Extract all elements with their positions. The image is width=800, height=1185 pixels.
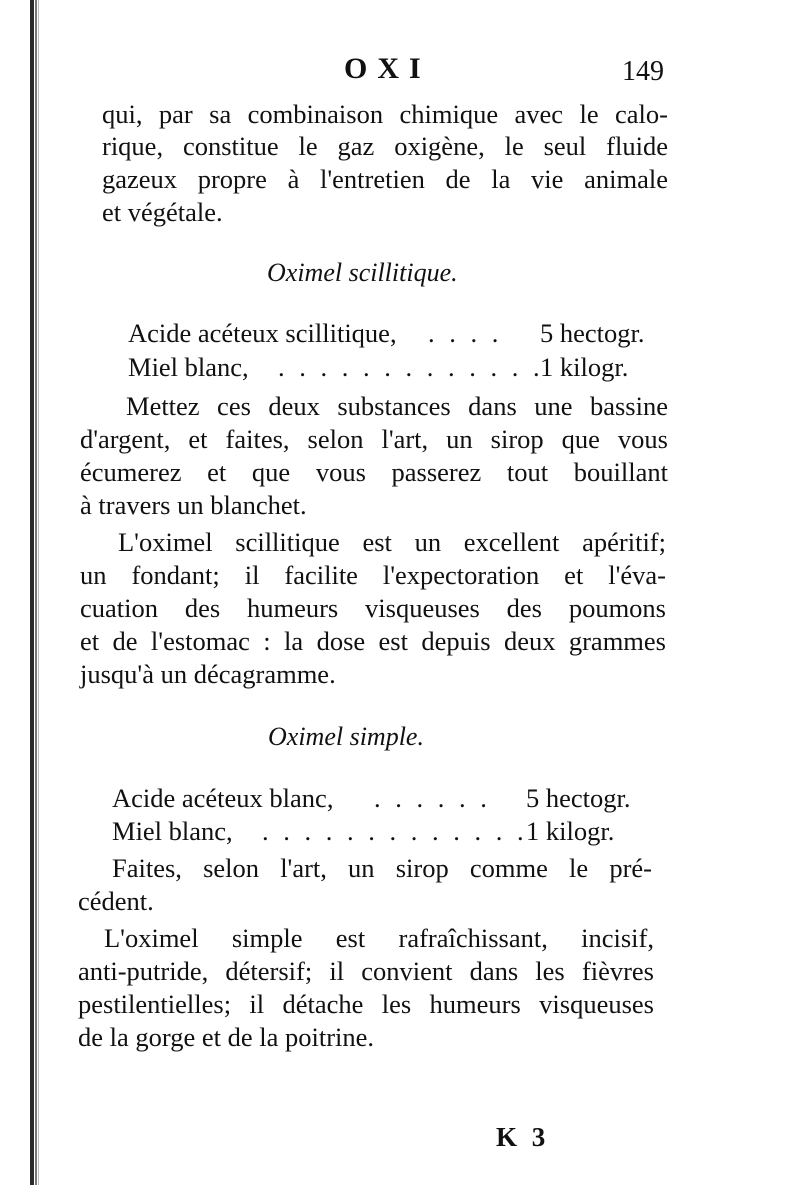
ingredient-row xyxy=(128,318,668,350)
paragraph-line: L'oximel simple est rafraîchissant, incisif, xyxy=(104,923,654,953)
paragraph-line: et de l'estomac : la dose est depuis deux grammes xyxy=(80,626,666,656)
leader-dots: . . . . . . . . . . . . . xyxy=(262,816,528,846)
ingredient-name: Miel blanc, xyxy=(128,352,249,382)
page-header xyxy=(0,52,800,98)
leader-dots: . . . . xyxy=(428,318,503,348)
paragraph-line: à travers un blanchet. xyxy=(80,490,307,520)
paragraph-line: cuation des humeurs visqueuses des poumons xyxy=(80,593,666,623)
ingredient-row xyxy=(112,783,657,815)
paragraph-line: jusqu'à un décagramme. xyxy=(80,659,336,689)
ingredient-quantity: 5 hectogr. xyxy=(540,318,645,348)
paragraph-line: d'argent, et faites, selon l'art, un sirop que vous xyxy=(80,424,668,454)
recipe-title-oximel-scillitique: Oximel scillitique. xyxy=(267,258,458,287)
paragraph-line: Mettez ces deux substances dans une bassine xyxy=(126,391,668,421)
intro-line-1: qui, par sa combinaison chimique avec le calo- xyxy=(102,99,668,129)
intro-line-4: et végétale. xyxy=(102,197,223,227)
paragraph-line: L'oximel scillitique est un excellent apéritif; xyxy=(118,527,666,557)
page-gutter-shadow xyxy=(30,0,40,1185)
recipe-title-oximel-simple: Oximel simple. xyxy=(268,722,424,751)
ingredient-name: Acide acéteux scillitique, xyxy=(128,318,397,348)
ingredient-name: Acide acéteux blanc, xyxy=(112,783,334,813)
ingredient-quantity: 1 kilogr. xyxy=(540,352,629,382)
paragraph-line: Faites, selon l'art, un sirop comme le pré- xyxy=(112,853,652,883)
signature-mark: K 3 xyxy=(496,1122,550,1152)
paragraph-line: écumerez et que vous passerez tout bouillant xyxy=(80,457,668,487)
ingredient-row xyxy=(112,816,657,848)
intro-line-2: rique, constitue le gaz oxigène, le seul fluide xyxy=(102,131,668,161)
paragraph-line: anti-putride, détersif; il convient dans les fièvres xyxy=(78,956,654,986)
paragraph-line: de la gorge et de la poitrine. xyxy=(78,1022,375,1052)
paragraph-line: un fondant; il facilite l'expectoration et l'éva- xyxy=(80,560,666,590)
leader-dots: . . . . . . xyxy=(374,783,491,813)
running-head: OXI xyxy=(344,52,431,85)
leader-dots: . . . . . . . . . . . . . xyxy=(278,352,544,382)
ingredient-quantity: 5 hectogr. xyxy=(526,783,631,813)
ingredient-row xyxy=(128,352,668,384)
ingredient-name: Miel blanc, xyxy=(112,816,233,846)
intro-line-3: gazeux propre à l'entretien de la vie animale xyxy=(102,164,668,194)
page-number: 149 xyxy=(622,56,664,87)
paragraph-line: cédent. xyxy=(78,886,154,916)
ingredient-quantity: 1 kilogr. xyxy=(526,816,615,846)
paragraph-line: pestilentielles; il détache les humeurs visqueuses xyxy=(78,989,654,1019)
